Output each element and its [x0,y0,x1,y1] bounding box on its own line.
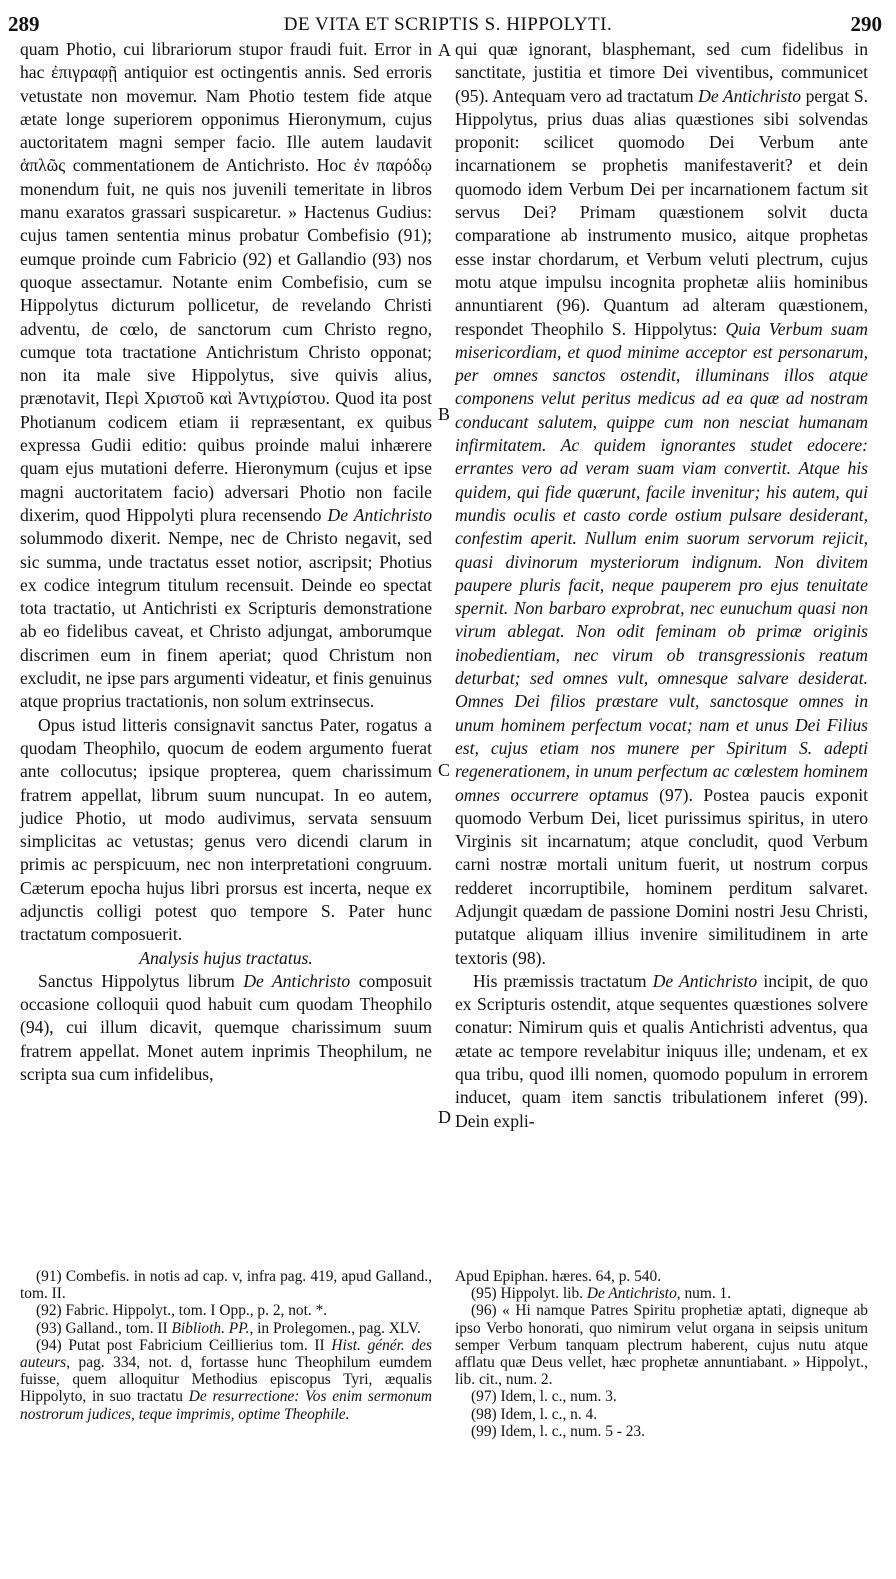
margin-letter-c: C [438,760,451,780]
footnote: (95) Hippolyt. lib. De Antichristo, num. 1. [471,1285,732,1303]
footnotes-left [20,1268,432,1423]
section-heading: Analysis hujus tractatus. [139,947,313,968]
margin-letter-b: B [438,404,451,424]
footnote: (99) Idem, l. c., num. 5 - 23. [471,1422,645,1440]
running-title: DE VITA ET SCRIPTIS S. HIPPOLYTI. [283,14,613,35]
right-column [455,38,868,1133]
running-header [0,6,896,36]
paragraph: quam Photio, cui librariorum stupor fraudi fuit. Error in hac ἐπιγραφῇ antiquior est octingentis annis. Sed erroris vetustate non movemur. Nam Photio testem fide atque ætate longe superiorem opponimus Hieronymum, cujus auctoritatem magni semper facio. Ille autem laudavit ἁπλῶς commentationem de Antichristo. Hoc ἐν παρόδῳ monendum fuit, ne quis nos juvenili temeritate in libros manu exaratos grassari suspicaretur. » Hactenus Gudius: cujus tamen sententia minus probatur Combefisio (91); eumque proinde cum Fabricio (92) et Gallandio (93) nos quoque assectamur. Notante enim Combefisio, cum se Hippolytus dicturum pollicetur, de revelando Christi adventu, de cœlo, de sanctorum cum Christo regno, cumque tota tractatione Antichristum Christo opponat; non ita male sive Hippolytus, sive quivis alius, prænotavit, Περὶ Χριστοῦ καὶ Ἀντιχρίστου. Quod ita post Photianum codicem etiam ii repræsentant, ex quibus expressa Gudii editio: quibus proinde malui inhærere quam ejus mutationi deferre. Hieronymum (cujus et ipse magni auctoritatem facio) adversari Photio non facile dixerim, quod Hippolyti plura recensendo De Antichristo solummodo dixerit. Nempe, nec de Christo negavit, sed sic summa, unde tractatus esset notior, ascripsit; Photius ex codice integrum titulum recensuit. Deinde eo spectat tota tractatio, ut Antichristi ex Scripturis demonstratione ab eo fidelibus caveat, et Christo adjungat, amborumque discrimen eum in finem aperiat; quod Christum non excludit, ne ipse pars argumenti videatur, et finis genuinus atque proprius tractationis, non solum extrinsecus. [20,39,432,712]
footnote: (96) « Hi namque Patres Spiritu prophetiæ aptati, digneque ab ipso Verbo honorati, quo nimirum velut organa in seipsis unitum semper Verbum tanquam plectrum haberent, cujus nutu atque afflatu quæ Deus vellet, hæc prophetæ annuntiabant. » Hippolyt., lib. cit., num. 2. [455,1302,868,1389]
footnote: (92) Fabric. Hippolyt., tom. I Opp., p. 2, not. *. [36,1302,328,1320]
footnote: (93) Galland., tom. II Biblioth. PP., in Prolegomen., pag. XLV. [36,1319,421,1337]
footnote: (94) Putat post Fabricium Ceillierius tom. II Hist. génér. des auteurs, pag. 334, not. d, fortasse hunc Theophilum eumdem fuisse, quem alloquitur Methodius episcopus Tyri, æqualis Hippolyto, in suo tractatu De resurrectione: Vos enim sermonum nostrorum judices, teque imprimis, optime Theophile. [20,1336,432,1423]
paragraph: qui quæ ignorant, blasphemant, sed cum fidelibus in sanctitate, justitia et timore Dei viventibus, communicet (95). Antequam vero ad tractatum De Antichristo pergat S. Hippolytus, prius duas alias quæstiones sibi solvendas proponit: scilicet quomodo Dei Verbum ante incarnationem se prophetis manifestaverit? et dein quomodo idem Verbum Dei per incarnationem factum sit servus Dei? Primam quæstionem solvit ducta comparatione ab instrumento musico, aitque prophetas esse instar chordarum, et Verbum veluti plectrum, cujus motu atque impulsu incognita prophetæ aliis hominibus annuntiarent (96). Quantum ad alteram quæstionem, respondet Theophilo S. Hippolytus: Quia Verbum suam misericordiam, et quod minime acceptor est personarum, per omnes sanctos ostendit, illuminans illos atque componens velut peritus medicus ad ea quæ ad nostram conducant salutem, quippe cum non nesciat humanam infirmitatem. Ac quidem ignorantes studet edocere: errantes vero ad veram suam viam convertit. Atque his quidem, qui fide quærunt, facile invenitur; his autem, qui mundis oculis et casto corde ostium pulsare desiderant, confestim aperit. Nullum enim suorum servorum rejicit, quasi divinorum mysteriorum indignum. Non divitem paupere pluris facit, neque pauperem pro ejus tenuitate spernit. Non barbaro exprobrat, nec eunuchum quasi non virum ablegat. Non odit feminam ob primæ originis inobedientiam, nec virum ob transgressionis reatum deturbat; sed omnes vult, omnesque salvare desiderat. Omnes Dei filios præstare vult, sanctosque omnes in unum hominem perfectum vocat; nam et unus Dei Filius est, cujus etiam nos munere per Spiritum S. adepti regenerationem, in unum perfectum ac cœlestem hominem omnes occurrere optamus (97). Postea paucis exponit quomodo Verbum Dei, licet purissimus spiritus, in utero Virginis sit incarnatum; atque concludit, quod Verbum carni nostræ mortali unitum fuerit, ut nostrum corpus redderet incorruptibile, hominem perditum salvaret. Adjungit quædam de passione Domini nostri Jesu Christi, putatque aliquam illius invenire similitudinem in arte textoris (98). [455,39,868,968]
paragraph: His præmissis tractatum De Antichristo incipit, de quo ex Scripturis ostendit, atque sequentes quæstiones solvere conatur: Nimirum quis et qualis Antichristi adventus, qua ætate ac tempore revelabitur iniquus ille; undenam, et ex qua tribu, quod illi nomen, quomodo populum in errorem inducet, quam item sanctis tribulationem inferet (99). Dein expli- [455,970,868,1131]
footnote: (97) Idem, l. c., num. 3. [471,1388,617,1406]
left-column [20,38,432,1086]
page-number-left: 289 [8,12,40,36]
margin-letter-a: A [438,40,451,60]
page-number-right: 290 [850,12,882,36]
paragraph: Sanctus Hippolytus librum De Antichristo composuit occasione colloquii quod habuit cum quodam Theophilo (94), cui illum dicavit, quemque charissimum suum fratrem appellat. Monet autem inprimis Theophilum, ne scripta sua cum infidelibus, [20,970,433,1085]
margin-letter-d: D [438,1107,451,1127]
footnote: (91) Combefis. in notis ad cap. v, infra pag. 419, apud Galland., tom. II. [20,1268,432,1303]
footnote: (98) Idem, l. c., n. 4. [471,1405,598,1423]
footnotes-right [455,1268,868,1440]
footnote-continuation: Apud Epiphan. hæres. 64, p. 540. [455,1268,662,1285]
paragraph: Opus istud litteris consignavit sanctus Pater, rogatus a quodam Theophilo, quocum de eodem argumento fuerat ante collocutus; ipsique propterea, quem charissimum fratrem appellat, librum suum nuncupat. In eo autem, judice Photio, ut modo audivimus, servata sensuum simplicitas ac vetustas; genus vero dicendi clarum in primis ac perspicuum, nec non interpretationi congruum. Cæterum epocha hujus libri prorsus est incerta, neque ex adjunctis colligi potest quo tempore S. Pater hunc tractatum composuerit. [20,714,432,945]
